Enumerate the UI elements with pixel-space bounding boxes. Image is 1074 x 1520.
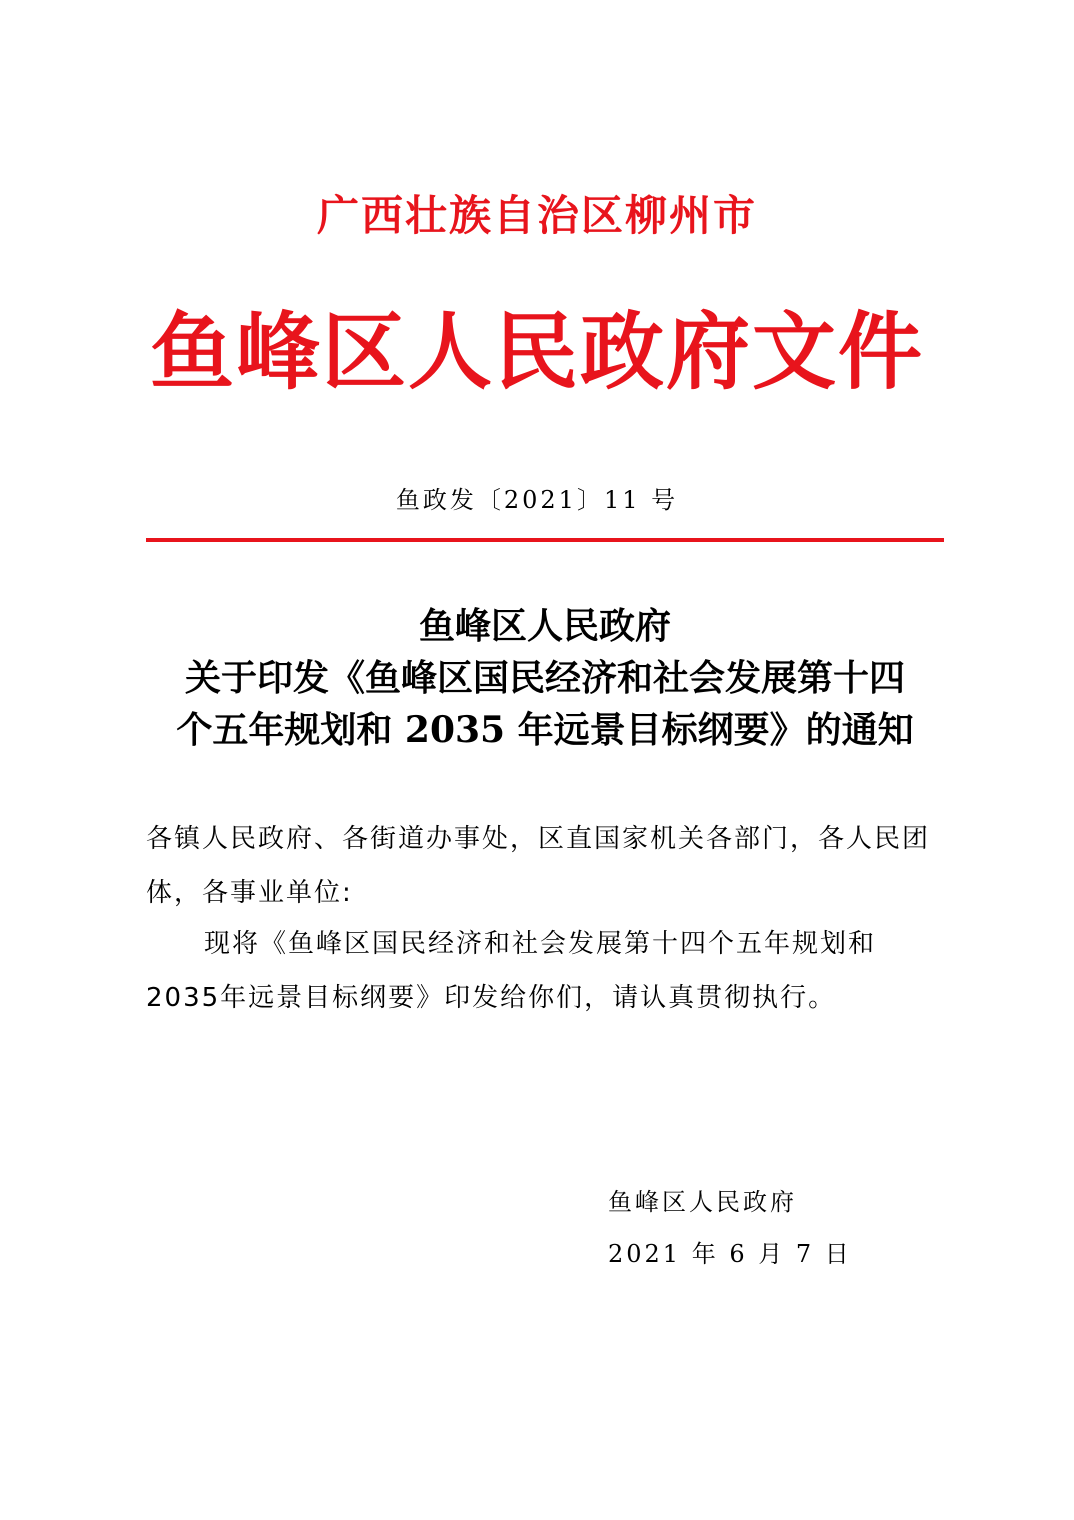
issuer-title: 鱼峰区人民政府文件 <box>149 302 924 401</box>
title-line-3: 个五年规划和 2035 年远景目标纲要》的通知 <box>176 709 914 751</box>
red-divider-line <box>146 538 944 542</box>
body-paragraph: 现将《鱼峰区国民经济和社会发展第十四个五年规划和2035年远景目标纲要》印发给你们，请认真贯彻执行。 <box>146 929 877 1013</box>
document-title <box>140 600 950 756</box>
document-number: 鱼政发〔2021〕11 号 <box>395 486 679 514</box>
title-line-2: 关于印发《鱼峰区国民经济和社会发展第十四 <box>184 657 905 699</box>
signature-organization: 鱼峰区人民政府 <box>608 1188 797 1216</box>
salutation: 各镇人民政府、各街道办事处，区直国家机关各部门，各人民团体，各事业单位: <box>146 824 931 908</box>
signature-date: 2021 年 6 月 7 日 <box>608 1240 852 1268</box>
issuer-region: 广西壮族自治区柳州市 <box>316 191 757 240</box>
title-line-1: 鱼峰区人民政府 <box>418 605 671 647</box>
